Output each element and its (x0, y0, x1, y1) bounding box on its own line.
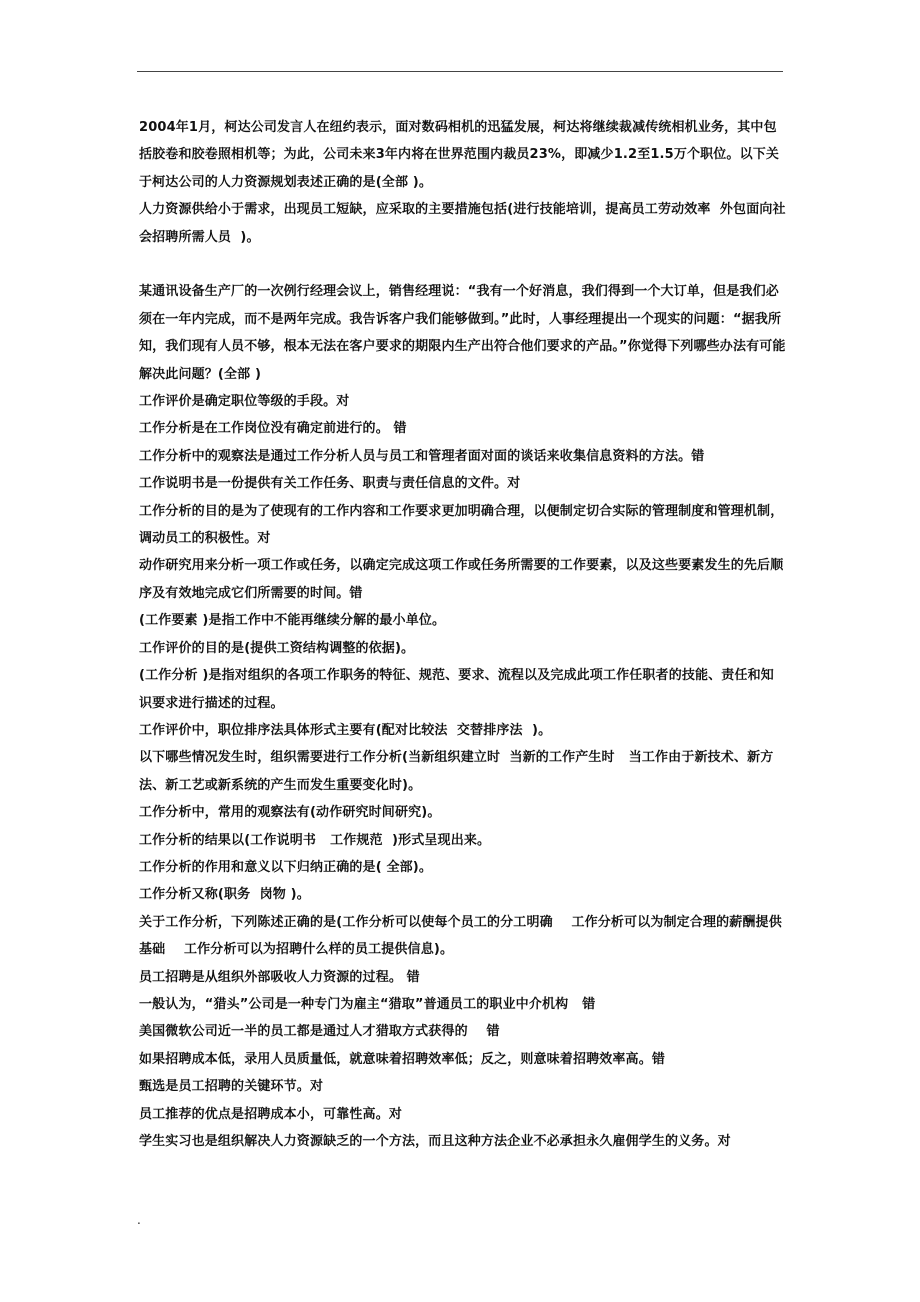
paragraph-recruitment-efficiency: 如果招聘成本低，录用人员质量低，就意味着招聘效率低；反之，则意味着招聘效率高。错 (139, 1051, 666, 1067)
paragraph-job-description: 工作说明书是一份提供有关工作任务、职责与责任信息的文件。对 (139, 476, 521, 492)
paragraph-job-analysis-definition: (工作分析 )是指对组织的各项工作职务的特征、规范、要求、流程以及完成此项工作任职者的技能、责任和知识要求进行描述的过程。 (139, 668, 774, 711)
paragraph-analysis-significance: 工作分析的作用和意义以下归纳正确的是( 全部)。 (139, 859, 433, 875)
paragraph-evaluation-purpose: 工作评价的目的是(提供工资结构调整的依据)。 (139, 640, 415, 656)
paragraph-observation-types: 工作分析中，常用的观察法有(动作研究时间研究)。 (139, 805, 441, 821)
header-rule (137, 71, 783, 72)
paragraph-recruitment-source: 员工招聘是从组织外部吸收人力资源的过程。 错 (139, 969, 420, 985)
blank-line (139, 251, 787, 278)
paragraph-ranking-methods: 工作评价中，职位排序法具体形式主要有(配对比较法 交替排序法 )。 (139, 722, 552, 738)
document-body (139, 114, 787, 1155)
paragraph-selection-key: 甄选是员工招聘的关键环节。对 (139, 1079, 324, 1095)
paragraph-job-element: (工作要素 )是指工作中不能再继续分解的最小单位。 (139, 613, 446, 629)
paragraph-microsoft: 美国微软公司近一半的员工都是通过人才猎取方式获得的 错 (139, 1024, 500, 1040)
paragraph-job-evaluation: 工作评价是确定职位等级的手段。对 (139, 394, 350, 410)
paragraph-kodak-layoffs: 2004年1月，柯达公司发言人在纽约表示，面对数码相机的迅猛发展，柯达将继续裁减传统相机业务，其中包括胶卷和胶卷照相机等；为此，公司未来3年内将在世界范围内裁员23%，即减少1.2至1.5万个职位。以下关于柯达公司的人力资源规划表述正确的是(全部 )。 (139, 120, 780, 190)
paragraph-employee-referral: 员工推荐的优点是招聘成本小，可靠性高。对 (139, 1106, 403, 1122)
paragraph-student-internship: 学生实习也是组织解决人力资源缺乏的一个方法，而且这种方法企业不必承担永久雇佣学生的义务。对 (139, 1134, 731, 1150)
paragraph-observation-method: 工作分析中的观察法是通过工作分析人员与员工和管理者面对面的谈话来收集信息资料的方法。错 (139, 448, 705, 464)
paragraph-when-to-analyze: 以下哪些情况发生时，组织需要进行工作分析(当新组织建立时 当新的工作产生时 当工作由于新技术、新方法、新工艺或新系统的产生而发生重要变化时)。 (139, 750, 774, 793)
paragraph-analysis-statements: 关于工作分析，下列陈述正确的是(工作分析可以使每个员工的分工明确 工作分析可以为制定合理的薪酬提供基础 工作分析可以为招聘什么样的员工提供信息)。 (139, 914, 782, 958)
paragraph-analysis-alias: 工作分析又称(职务 岗物 )。 (139, 887, 310, 903)
paragraph-telecom-meeting: 某通讯设备生产厂的一次例行经理会议上，销售经理说：“我有一个好消息，我们得到一个大订单，但是我们必须在一年内完成，而不是两年完成。我告诉客户我们能够做到。”此时，人事经理提出一个现实的问题：“据我所知，我们现有人员不够，根本无法在客户要求的期限内生产出符合他们要求的产品。”你觉得下列哪些办法有可能解决此问题？(全部 ) (139, 284, 786, 382)
footer-mark: . (137, 1213, 141, 1227)
paragraph-headhunter: 一般认为，“猎头”公司是一种专门为雇主“猎取”普通员工的职业中介机构 错 (139, 996, 596, 1012)
paragraph-analysis-results: 工作分析的结果以(工作说明书 工作规范 )形式呈现出来。 (139, 832, 491, 848)
paragraph-supply-shortage: 人力资源供给小于需求，出现员工短缺，应采取的主要措施包括(进行技能培训，提高员工劳动效率 外包面向社会招聘所需人员 )。 (139, 202, 786, 245)
paragraph-motion-study: 动作研究用来分析一项工作或任务，以确定完成这项工作或任务所需要的工作要素，以及这些要素发生的先后顺序及有效地完成它们所需要的时间。错 (139, 558, 784, 601)
paragraph-analysis-purpose: 工作分析的目的是为了使现有的工作内容和工作要求更加明确合理，以便制定切合实际的管理制度和管理机制，调动员工的积极性。对 (139, 503, 784, 547)
paragraph-job-analysis-timing: 工作分析是在工作岗位没有确定前进行的。 错 (139, 421, 407, 437)
